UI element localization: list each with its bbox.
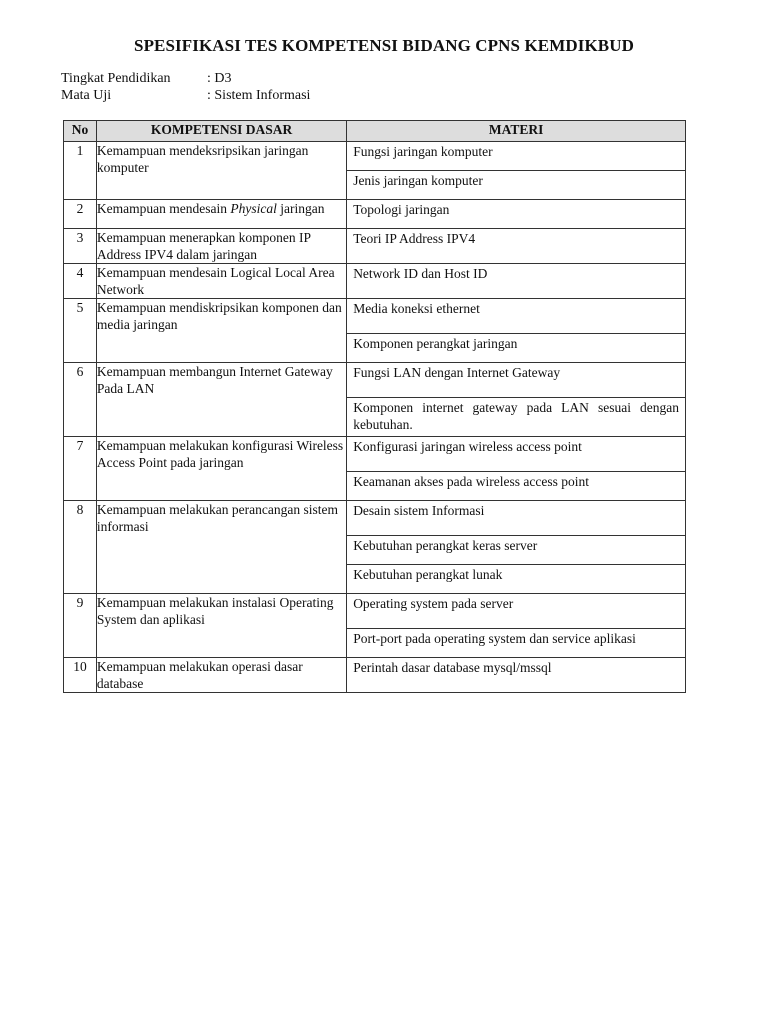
materi-item: Komponen perangkat jaringan (353, 336, 518, 351)
kompetensi-text: Kemampuan mendesain (96, 201, 231, 216)
table-row (64, 200, 686, 229)
meta-row-tingkat (61, 70, 310, 87)
table-row (64, 299, 686, 363)
row-kompetensi: Kemampuan mendesain Logical Local Area Network (96, 264, 346, 299)
row-number: 7 (64, 437, 97, 501)
row-kompetensi: Kemampuan mendiskripsikan komponen dan media jaringan (96, 299, 346, 363)
meta-value: : D3 (207, 71, 232, 86)
materi-item: Desain sistem Informasi (347, 501, 685, 536)
table-row (64, 264, 686, 299)
document-title: SPESIFIKASI TES KOMPETENSI BIDANG CPNS KEMDIKBUD (134, 36, 634, 55)
meta-row-mata-uji (61, 87, 310, 104)
materi-item: Network ID dan Host ID (353, 266, 488, 281)
row-materi (347, 658, 686, 693)
kompetensi-text: jaringan (276, 201, 325, 216)
header-materi: MATERI (347, 121, 686, 142)
materi-item: Kebutuhan perangkat keras server (347, 536, 685, 565)
table-header-row (64, 121, 686, 142)
table-row (64, 363, 686, 437)
document-meta (61, 70, 310, 104)
materi-item: Topologi jaringan (353, 202, 450, 217)
materi-item: Fungsi LAN dengan Internet Gateway (347, 363, 685, 398)
row-number: 3 (64, 229, 97, 264)
table-row (64, 594, 686, 658)
row-kompetensi: Kemampuan melakukan perancangan sistem informasi (96, 501, 346, 594)
row-materi (347, 142, 686, 200)
row-number: 6 (64, 363, 97, 437)
row-number: 5 (64, 299, 97, 363)
row-kompetensi: Kemampuan melakukan konfigurasi Wireless Access Point pada jaringan (96, 437, 346, 501)
row-number: 10 (64, 658, 97, 693)
materi-item: Komponen internet gateway pada LAN sesuai dengan kebutuhan. (353, 400, 679, 432)
row-kompetensi (96, 200, 346, 229)
row-number: 2 (64, 200, 97, 229)
meta-label: Tingkat Pendidikan (61, 71, 171, 86)
kompetensi-emphasis: Physical (230, 201, 277, 216)
materi-item: Jenis jaringan komputer (353, 173, 483, 188)
row-kompetensi: Kemampuan membangun Internet Gateway Pada LAN (96, 363, 346, 437)
row-number: 9 (64, 594, 97, 658)
row-kompetensi: Kemampuan melakukan operasi dasar database (96, 658, 346, 693)
spec-table (63, 120, 686, 693)
materi-item: Keamanan akses pada wireless access point (353, 474, 589, 489)
table-row (64, 437, 686, 501)
row-materi (347, 229, 686, 264)
materi-item: Konfigurasi jaringan wireless access point (347, 437, 685, 472)
row-materi (347, 200, 686, 229)
materi-item: Port-port pada operating system dan service aplikasi (353, 631, 636, 646)
materi-item: Teori IP Address IPV4 (353, 231, 476, 246)
row-kompetensi: Kemampuan melakukan instalasi Operating System dan aplikasi (96, 594, 346, 658)
row-number: 1 (64, 142, 97, 200)
materi-item: Kebutuhan perangkat lunak (353, 567, 503, 582)
table-row (64, 142, 686, 200)
header-no: No (64, 121, 97, 142)
materi-item: Operating system pada server (347, 594, 685, 629)
row-materi (347, 594, 686, 658)
materi-item: Media koneksi ethernet (347, 299, 685, 334)
row-materi (347, 501, 686, 594)
row-number: 8 (64, 501, 97, 594)
meta-value: : Sistem Informasi (207, 88, 311, 103)
materi-item: Perintah dasar database mysql/mssql (353, 660, 552, 675)
materi-item: Fungsi jaringan komputer (347, 142, 685, 171)
row-materi (347, 363, 686, 437)
row-materi (347, 264, 686, 299)
table-row (64, 229, 686, 264)
table-row (64, 501, 686, 594)
row-materi (347, 437, 686, 501)
header-kompetensi: KOMPETENSI DASAR (96, 121, 346, 142)
row-kompetensi: Kemampuan menerapkan komponen IP Address IPV4 dalam jaringan (96, 229, 346, 264)
table-row (64, 658, 686, 693)
row-materi (347, 299, 686, 363)
row-number: 4 (64, 264, 97, 299)
row-kompetensi: Kemampuan mendeksripsikan jaringan komputer (96, 142, 346, 200)
meta-label: Mata Uji (61, 88, 112, 103)
